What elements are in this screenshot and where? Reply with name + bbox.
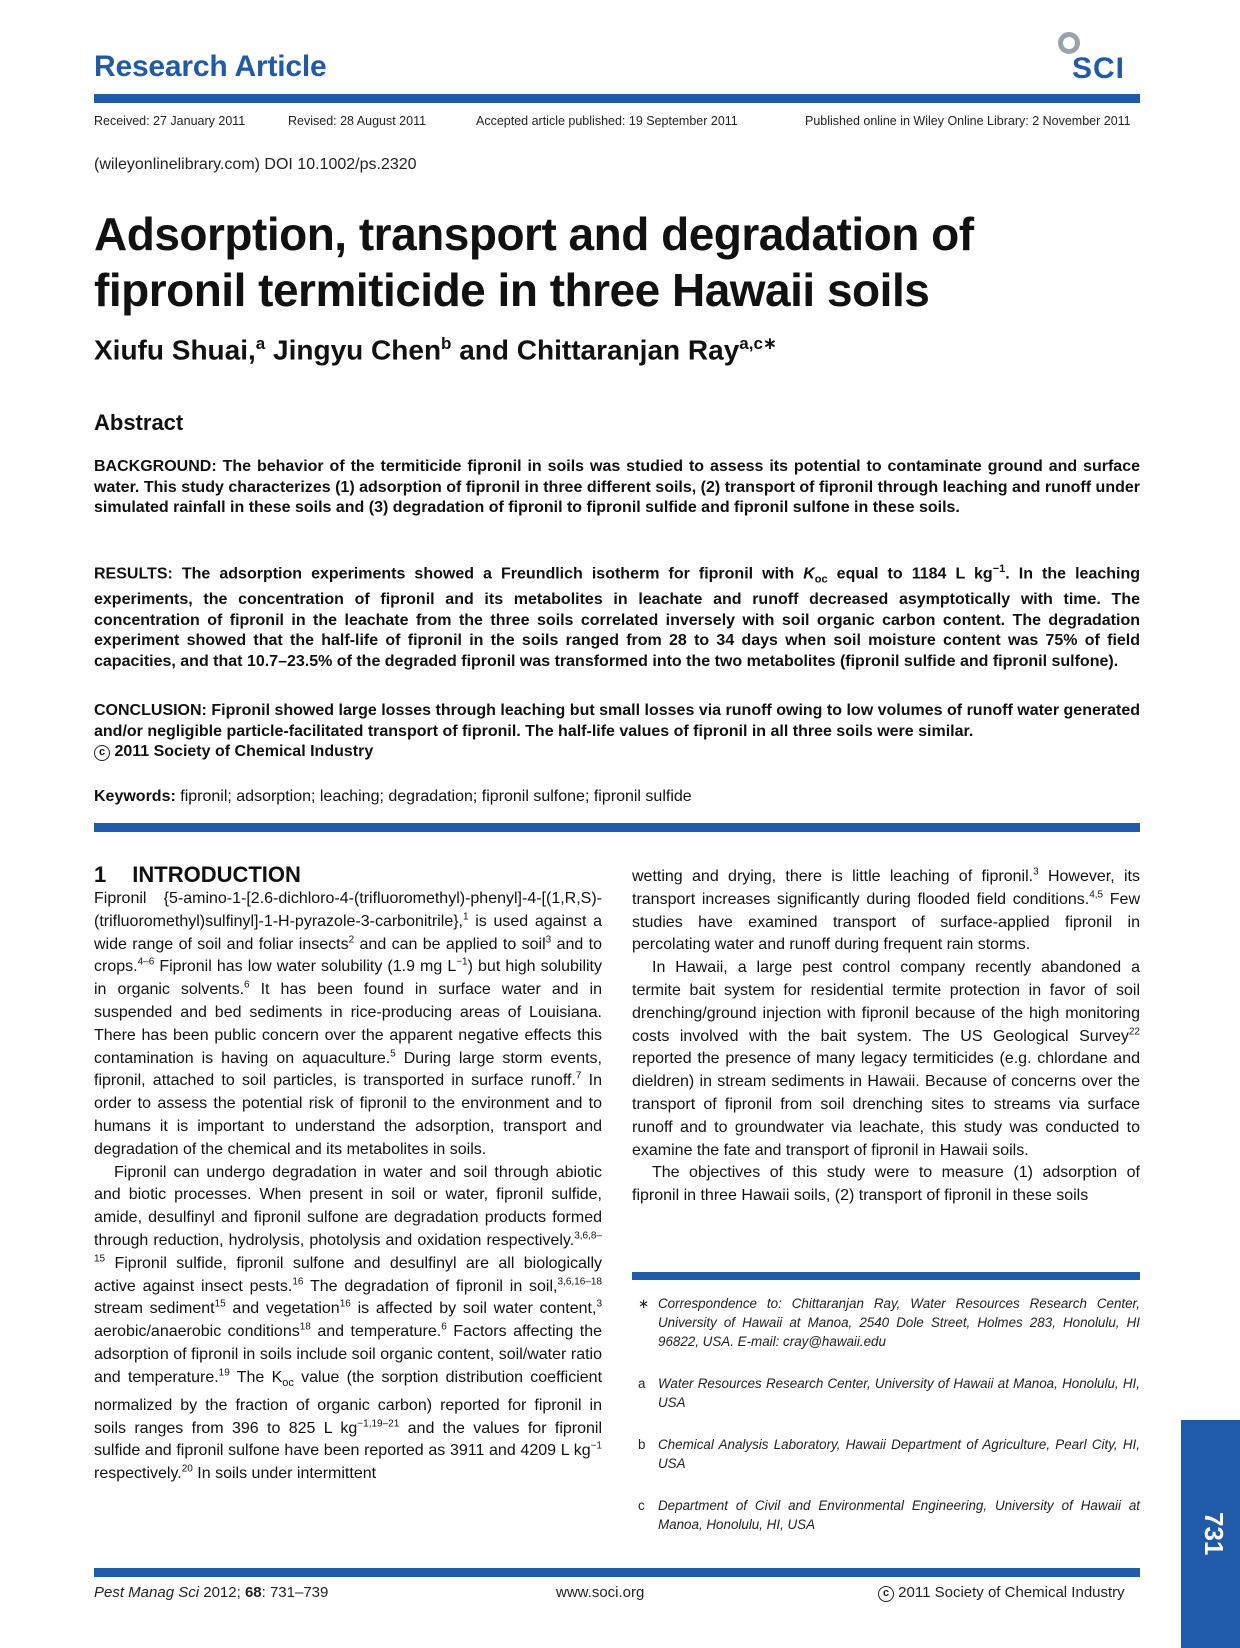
- footnote-text: Chemical Analysis Laboratory, Hawaii Department of Agriculture, Pearl City, HI, USA: [658, 1437, 1140, 1471]
- abstract-background: BACKGROUND: The behavior of the termiticide fipronil in soils was studied to assess its potential to contaminate ground and surface water. This study characterizes (1) adsorption of fipronil in three different soils, (2) transport of fipronil through leaching and runoff under simulated rainfall in these soils and (3) degradation of fipronil to fipronil sulfide and fipronil sulfone in these soils.: [94, 458, 1140, 516]
- intro-paragraph: wetting and drying, there is little leaching of fipronil.$^3$ However, its transport increases significantly during flooded field conditions.$^{4,5}$ Few studies have examined transport of surface-applied fipronil in percolating water and runoff during frequent rain storms.: [632, 866, 1140, 954]
- page-number: 731: [1199, 1512, 1229, 1556]
- author-list: [94, 334, 777, 366]
- abstract-rule: [94, 823, 1140, 832]
- intro-paragraph: Fipronil {5-amino-1-[2.6-dichloro-4-(trifluoromethyl)-phenyl]-4-[(1,R,S)-(trifluoromethyl)sulfinyl]-1-H-pyrazole-3-carbonitrile},$^1$ is used against a wide range of soil and foliar insects$^2$ and can be applied to soil$^3$ and to crops.$^{4-6}$ Fipronil has low water solubility (1.9 mg L$^{-1}$) but high solubility in organic solvents.$^6$ It has been found in surface water and in suspended and bed sediments in rice-producing areas of Louisiana. There has been public concern over the apparent negative effects this contamination is having on aquaculture.$^5$ During large storm events, fipronil, attached to soil particles, is transported in surface runoff.$^7$ In order to assess the potential risk of fipronil to the environment and to humans it is important to understand the adsorption, transport and degradation of the chemical and its metabolites in soils.: [94, 890, 602, 1158]
- footnote-marker: c: [638, 1498, 645, 1513]
- article-title: [94, 206, 1144, 318]
- author-name: Jingyu Chen: [265, 334, 442, 366]
- footnote-affiliation-c: [632, 1496, 1140, 1534]
- footnote-marker: ∗: [638, 1296, 650, 1311]
- left-column: [94, 888, 602, 1486]
- footnote-text: Water Resources Research Center, University of Hawaii at Manoa, Honolulu, HI, USA: [658, 1376, 1140, 1410]
- section-label: Research Article: [94, 50, 327, 83]
- footnote-marker: a: [638, 1376, 646, 1391]
- copyright-icon: c: [878, 1586, 894, 1602]
- abstract-results: RESULTS: The adsorption experiments showed a Freundlich isotherm for fipronil with $K_{oc}$ equal to 1184 L $kg^{-1}$. In the leaching experiments, the concentration of fipronil and its metabolites in leachate and runoff decreased asymptotically with time. The concentration of fipronil in the leachate from the three soils correlated inversely with soil organic carbon content. The degradation experiment showed that the half-life of fipronil in the soils ranged from 28 to 34 days when soil moisture content was 75% of field capacities, and that 10.7–23.5% of the degraded fipronil was transformed into the two metabolites (fipronil sulfide and fipronil sulfone).: [94, 563, 1141, 670]
- footnote-text: Correspondence to: Chittaranjan Ray, Water Resources Research Center, University of Hawaii at Manoa, 2540 Dole Street, Holmes 283, Honolulu, HI 96822, USA. E-mail: cray@hawaii.edu: [658, 1296, 1140, 1349]
- page-number-tab: [1181, 1420, 1240, 1648]
- header-rule: [94, 94, 1140, 103]
- accepted-date: Accepted article published: 19 September 2011: [476, 114, 738, 128]
- intro-heading: [94, 862, 301, 888]
- keywords-text: fipronil; adsorption; leaching; degradation; fipronil sulfone; fipronil sulfide: [175, 788, 692, 805]
- published-date: Published online in Wiley Online Library: 2 November 2011: [805, 114, 1131, 128]
- footnote-affiliation-b: [632, 1435, 1140, 1473]
- title-line-2: fipronil termiticide in three Hawaii soils: [94, 264, 930, 316]
- author-affiliation: a: [255, 334, 266, 353]
- intro-paragraph: In Hawaii, a large pest control company recently abandoned a termite bait system for residential termite protection in favor of soil drenching/ground injection with fipronil because of the high monitoring costs involved with the bait system. The US Geological Survey$^{22}$ reported the presence of many legacy termiticides (e.g. chlordane and dieldren) in stream sediments in Hawaii. Because of concerns over the transport of fipronil from soil drenching sites to streams via surface runoff and to groundwater via leachate, this study was conducted to examine the fate and transport of fipronil in Hawaii soils.: [632, 959, 1140, 1159]
- doi-line[interactable]: (wileyonlinelibrary.com) DOI 10.1002/ps.2320: [94, 156, 417, 173]
- title-line-1: Adsorption, transport and degradation of: [94, 208, 974, 260]
- copyright-icon: c: [94, 745, 110, 761]
- intro-paragraph: Fipronil can undergo degradation in water and soil through abiotic and biotic processes. When present in soil or water, fipronil sulfide, amide, desulfinyl and fipronil sulfone are degradation products formed through reduction, hydrolysis, photolysis and oxidation respectively.$^{3,6,8-15}$ Fipronil sulfide, fipronil sulfone and desulfinyl are all biologically active against insect pests.$^{16}$ The degradation of fipronil in soil,$^{3,6,16-18}$ stream sediment$^{15}$ and vegetation$^{16}$ is affected by soil water content,$^3$ aerobic/anaerobic conditions$^{18}$ and temperature.$^6$ Factors affecting the adsorption of fipronil in soils include soil organic content, soil/water ratio and temperature.$^{19}$ The $K_{oc}$ value (the sorption distribution coefficient normalized by the fraction of organic carbon) reported for fipronil in soils ranges from 396 to 825 L kg$^{-1,19-21}$ and the values for fipronil sulfide and fipronil sulfone have been reported as 3911 and 4209 L kg$^{-1}$ respectively.$^{20}$ In soils under intermittent: [94, 1163, 603, 1483]
- author-affiliation: b: [441, 334, 452, 353]
- section-number: 1: [94, 862, 107, 887]
- author-affiliation: a,c∗: [739, 334, 778, 353]
- footnote-text: Department of Civil and Environmental Engineering, University of Hawaii at Manoa, Honolulu, HI, USA: [658, 1498, 1140, 1532]
- abstract-conclusion: CONCLUSION: Fipronil showed large losses through leaching but small losses via runoff owing to low volumes of runoff water generated and/or negligible particle-facilitated transport of fipronil. The half-life values of fipronil in all three soils were similar. c 2011 Society of Chemical Industry: [94, 702, 1140, 760]
- sci-logo-text: SCI: [1072, 52, 1126, 85]
- footnote-marker: b: [638, 1437, 646, 1452]
- author-name: Xiufu Shuai,: [94, 334, 256, 366]
- footer-copyright: c 2011 Society of Chemical Industry: [878, 1584, 1125, 1602]
- footnote-affiliation-a: [632, 1374, 1140, 1412]
- received-date: Received: 27 January 2011: [94, 114, 246, 128]
- right-column: [632, 866, 1140, 1208]
- sci-logo-icon: [1050, 30, 1140, 86]
- keywords-label: Keywords:: [94, 788, 176, 805]
- abstract-heading: Abstract: [94, 410, 184, 435]
- footer-rule: [94, 1568, 1140, 1577]
- keywords-line: [94, 788, 692, 806]
- footer-url-link[interactable]: www.soci.org: [556, 1584, 645, 1601]
- footnote-rule: [632, 1272, 1140, 1280]
- footer-citation: Pest Manag Sci 2012; 68: 731–739: [94, 1584, 329, 1601]
- intro-paragraph: The objectives of this study were to measure (1) adsorption of fipronil in three Hawaii soils, (2) transport of fipronil in these soils: [632, 1164, 1140, 1205]
- author-name: and Chittaranjan Ray: [451, 334, 740, 366]
- section-title: INTRODUCTION: [132, 862, 301, 887]
- revised-date: Revised: 28 August 2011: [288, 114, 427, 128]
- footnote-correspondence: [632, 1294, 1140, 1351]
